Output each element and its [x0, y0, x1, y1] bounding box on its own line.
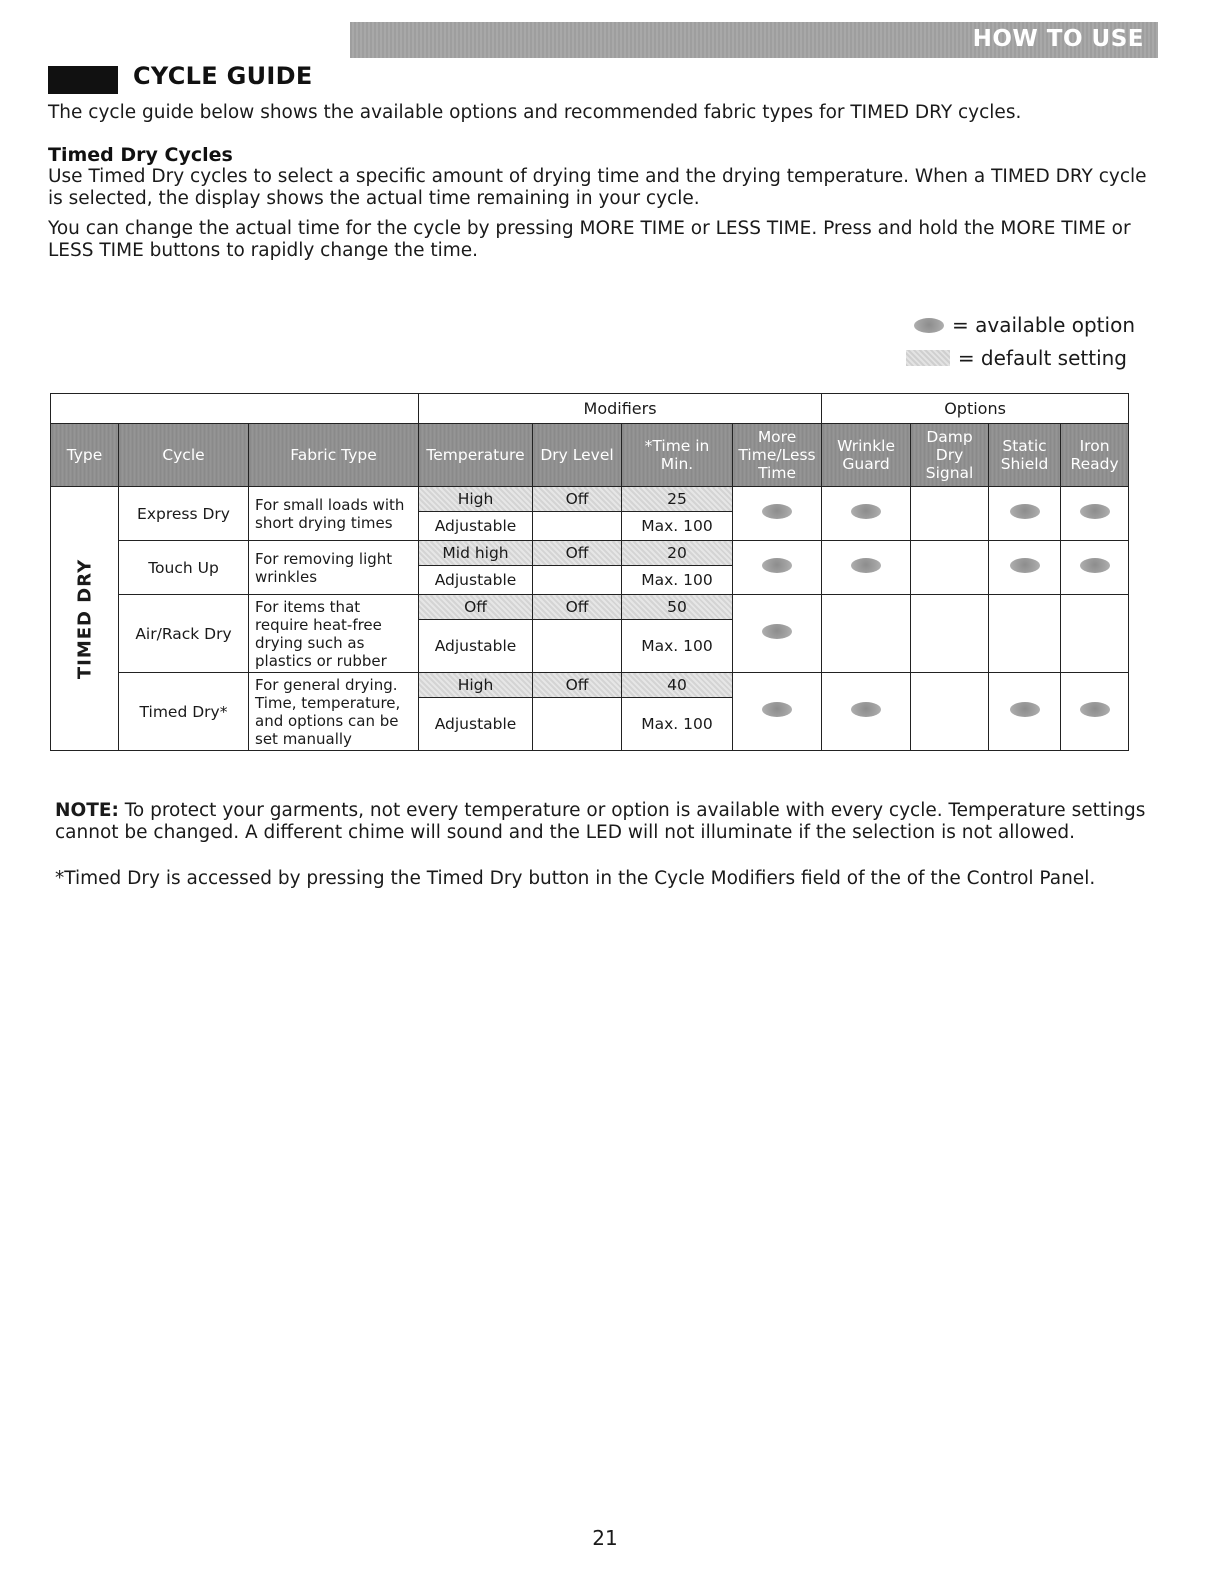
wrinkle-guard-cell	[822, 595, 911, 673]
legend-available-label: = available option	[952, 313, 1135, 337]
col-type: Type	[51, 424, 119, 487]
static-shield-cell	[989, 541, 1061, 595]
col-iron-line1: Iron	[1079, 437, 1110, 455]
time-default: 50	[622, 595, 733, 620]
cycle-name: Express Dry	[119, 487, 249, 541]
col-more-line3: Time	[758, 464, 796, 482]
dry-level-default: Off	[533, 541, 622, 566]
temp-range: Adjustable	[419, 698, 533, 751]
type-cell	[51, 487, 119, 751]
available-dot-icon	[1010, 504, 1040, 519]
available-dot-icon	[851, 504, 881, 519]
col-fabric: Fabric Type	[249, 424, 419, 487]
damp-dry-cell	[911, 541, 989, 595]
table-row	[51, 487, 1129, 512]
available-dot-icon	[1010, 702, 1040, 717]
fabric-type: For general drying. Time, temperature, and options can be set manually	[249, 673, 419, 751]
fabric-type: For small loads with short drying times	[249, 487, 419, 541]
options-group-header: Options	[822, 394, 1129, 424]
note-text: To protect your garments, not every temperature or option is available with every cycle. Temperature settings cannot be changed. A different chime will sound and the LED will not illuminate if the selection is not allowed.	[55, 800, 1146, 843]
damp-dry-cell	[911, 595, 989, 673]
iron-ready-cell	[1061, 673, 1129, 751]
available-dot-icon	[762, 504, 792, 519]
modifiers-group-header: Modifiers	[419, 394, 822, 424]
table-row	[51, 595, 1129, 620]
time-range: Max. 100	[622, 698, 733, 751]
timed-dry-para2: You can change the actual time for the cycle by pressing MORE TIME or LESS TIME. Press and hold the MORE TIME or LESS TIME buttons to rapidly change the time.	[48, 218, 1131, 261]
cycle-name: Air/Rack Dry	[119, 595, 249, 673]
available-dot-icon	[1080, 702, 1110, 717]
col-static-line2: Shield	[1000, 455, 1049, 473]
intro-text: The cycle guide below shows the available options and recommended fabric types for TIMED DRY cycles.	[48, 102, 1022, 123]
col-damp-line1: Damp	[926, 428, 973, 446]
more-time-cell	[733, 541, 822, 595]
col-wrinkle-line2: Guard	[842, 455, 890, 473]
timed-dry-heading: Timed Dry Cycles	[48, 144, 233, 166]
col-more-line2: Time/Less	[738, 446, 816, 464]
available-dot-icon	[762, 558, 792, 573]
more-time-cell	[733, 595, 822, 673]
section-title: CYCLE GUIDE	[133, 62, 313, 90]
temp-default: Off	[419, 595, 533, 620]
dry-level-range	[533, 698, 622, 751]
cycle-name: Timed Dry*	[119, 673, 249, 751]
temp-range: Adjustable	[419, 566, 533, 595]
col-damp-line2: Dry	[935, 446, 964, 464]
col-static-shield	[989, 424, 1061, 487]
time-range: Max. 100	[622, 620, 733, 673]
available-dot-icon	[762, 624, 792, 639]
time-default: 25	[622, 487, 733, 512]
blank-header	[51, 394, 419, 424]
header-label: HOW TO USE	[972, 26, 1144, 52]
col-iron-ready	[1061, 424, 1129, 487]
cycle-name: Touch Up	[119, 541, 249, 595]
legend-available	[914, 313, 1135, 337]
dry-level-default: Off	[533, 595, 622, 620]
legend-default	[906, 346, 1127, 370]
col-cycle: Cycle	[119, 424, 249, 487]
col-damp-dry	[911, 424, 989, 487]
dry-level-range	[533, 512, 622, 541]
header-bar	[350, 22, 1158, 58]
col-time-line2: Min.	[660, 455, 694, 473]
wrinkle-guard-cell	[822, 487, 911, 541]
iron-ready-cell	[1061, 541, 1129, 595]
page-number: 21	[592, 1526, 618, 1550]
damp-dry-cell	[911, 673, 989, 751]
col-wrinkle-line1: Wrinkle	[837, 437, 896, 455]
type-label: TIMED DRY	[74, 558, 95, 679]
available-dot-icon	[1010, 558, 1040, 573]
cycle-table	[50, 393, 1129, 751]
time-range: Max. 100	[622, 512, 733, 541]
iron-ready-cell	[1061, 595, 1129, 673]
col-time	[622, 424, 733, 487]
note	[55, 800, 1165, 844]
legend-default-label: = default setting	[957, 346, 1127, 370]
table-row	[51, 541, 1129, 566]
wrinkle-guard-cell	[822, 673, 911, 751]
time-default: 40	[622, 673, 733, 698]
available-dot-icon	[1080, 504, 1110, 519]
available-dot-icon	[914, 318, 944, 333]
col-time-line1: *Time in	[644, 437, 710, 455]
damp-dry-cell	[911, 487, 989, 541]
available-dot-icon	[851, 558, 881, 573]
temp-default: High	[419, 487, 533, 512]
dry-level-default: Off	[533, 487, 622, 512]
col-dry-level: Dry Level	[533, 424, 622, 487]
dry-level-range	[533, 566, 622, 595]
available-dot-icon	[762, 702, 792, 717]
temp-default: High	[419, 673, 533, 698]
time-range: Max. 100	[622, 566, 733, 595]
col-more-time	[733, 424, 822, 487]
wrinkle-guard-cell	[822, 541, 911, 595]
col-more-line1: More	[757, 428, 797, 446]
col-damp-line3: Signal	[925, 464, 974, 482]
static-shield-cell	[989, 595, 1061, 673]
col-temperature: Temperature	[419, 424, 533, 487]
table-row	[51, 673, 1129, 698]
col-iron-line2: Ready	[1070, 455, 1119, 473]
time-default: 20	[622, 541, 733, 566]
section-marker	[48, 66, 118, 94]
dry-level-default: Off	[533, 673, 622, 698]
static-shield-cell	[989, 673, 1061, 751]
col-static-line1: Static	[1002, 437, 1047, 455]
temp-range: Adjustable	[419, 512, 533, 541]
more-time-cell	[733, 673, 822, 751]
static-shield-cell	[989, 487, 1061, 541]
temp-range: Adjustable	[419, 620, 533, 673]
footnote: *Timed Dry is accessed by pressing the Timed Dry button in the Cycle Modifiers field of the of the Control Panel.	[55, 868, 1096, 889]
iron-ready-cell	[1061, 487, 1129, 541]
dry-level-range	[533, 620, 622, 673]
available-dot-icon	[1080, 558, 1110, 573]
temp-default: Mid high	[419, 541, 533, 566]
available-dot-icon	[851, 702, 881, 717]
timed-dry-para1: Use Timed Dry cycles to select a specific amount of drying time and the drying temperature. When a TIMED DRY cycle is selected, the display shows the actual time remaining in your cycle.	[48, 166, 1147, 209]
default-swatch-icon	[906, 350, 950, 366]
fabric-type: For items that require heat-free drying such as plastics or rubber	[249, 595, 419, 673]
note-label: NOTE:	[55, 800, 119, 821]
fabric-type: For removing light wrinkles	[249, 541, 419, 595]
col-wrinkle-guard	[822, 424, 911, 487]
more-time-cell	[733, 487, 822, 541]
